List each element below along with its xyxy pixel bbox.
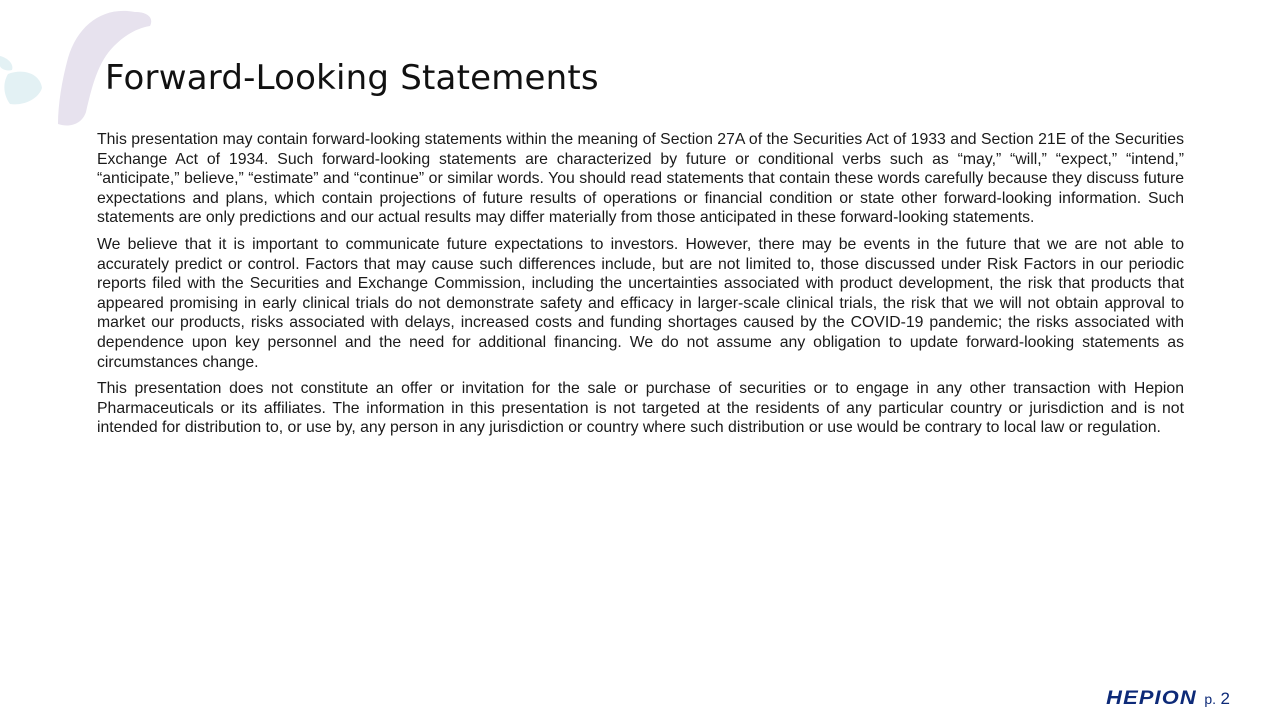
- page-number-value: 2: [1220, 689, 1230, 708]
- paragraph-risk-factors: We believe that it is important to communicate future expectations to investors. However, there may be events in the future that we are not able to accurately predict or control. Factors that may cause such differences include, but are not limited to, those discussed under Risk Factors in our periodic reports filed with the Securities and Exchange Commission, including the uncertainties associated with product development, the risk that products that appeared promising in early clinical trials do not demonstrate safety and efficacy in larger-scale clinical trials, the risk that we will not obtain approval to market our products, risks associated with delays, increased costs and funding shortages caused by the COVID-19 pandemic; the risks associated with dependence upon key personnel and the need for additional financing. We do not assume any obligation to update forward-looking statements as circumstances change.: [97, 235, 1184, 371]
- disclaimer-body: [97, 130, 1184, 445]
- page-number: [1204, 690, 1230, 708]
- paragraph-forward-looking: This presentation may contain forward-looking statements within the meaning of Section 27A of the Securities Act of 1933 and Section 21E of the Securities Exchange Act of 1934. Such forward-looking statements are characterized by future or conditional verbs such as “may,” “will,” “expect,” “intend,” “anticipate,” believe,” “estimate” and “continue” or similar words. You should read statements that contain these words carefully because they discuss future expectations and plans, which contain projections of future results of operations or financial condition or state other forward-looking information. Such statements are only predictions and our actual results may differ materially from those anticipated in these forward-looking statements.: [97, 131, 1184, 227]
- paragraph-offer-disclaimer: This presentation does not constitute an offer or invitation for the sale or purchase of securities or to engage in any other transaction with Hepion Pharmaceuticals or its affiliates. The information in this presentation is not targeted at the residents of any particular country or jurisdiction and is not intended for distribution to, or use by, any person in any jurisdiction or country where such distribution or use would be contrary to local law or regulation.: [97, 380, 1184, 437]
- footer: [1105, 688, 1230, 709]
- page-number-prefix: p.: [1204, 691, 1217, 707]
- hepion-logo: HEPION: [1105, 688, 1197, 709]
- page-title: Forward-Looking Statements: [105, 58, 599, 98]
